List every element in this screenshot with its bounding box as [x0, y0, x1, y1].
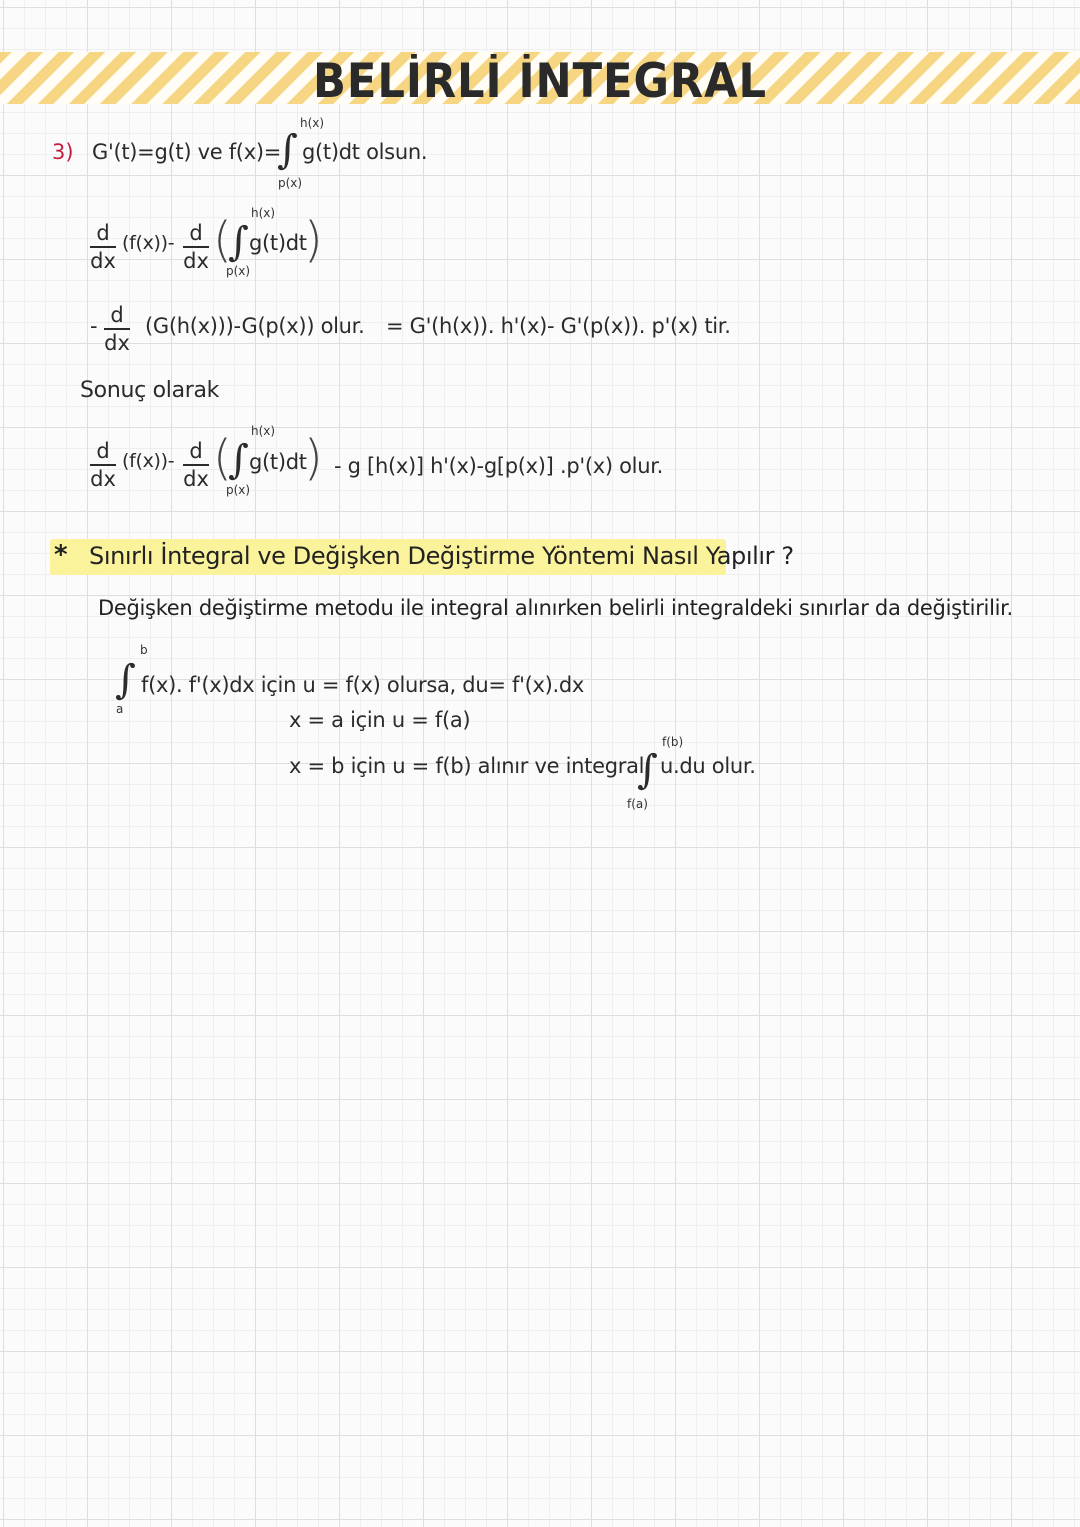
integral-sign-icon: ∫ [228, 219, 249, 265]
substitution-line-3: x = b için u = f(b) alınır ve integral [289, 754, 645, 778]
derivative-fraction [102, 304, 132, 354]
derivative-fraction [88, 440, 118, 490]
section-heading: Sınırlı İntegral ve Değişken Değiştirme Yöntemi Nasıl Yapılır ? [89, 542, 794, 570]
fraction-denominator: dx [90, 248, 116, 273]
fraction-denominator: dx [183, 248, 209, 273]
step3-result: - g [h(x)] h'(x)-g[p(x)] .p'(x) olur. [334, 454, 663, 478]
integral-lower-limit: p(x) [278, 176, 303, 190]
fraction-numerator: d [110, 303, 124, 327]
integral-upper-limit: h(x) [251, 424, 276, 438]
step2-expression: (G(h(x)))-G(p(x)) olur. [145, 314, 365, 338]
fraction-numerator: d [96, 221, 110, 245]
integral-upper-limit: b [140, 643, 148, 657]
fraction-numerator: d [96, 439, 110, 463]
left-paren: ( [213, 212, 232, 268]
substitution-line-1: f(x). f'(x)dx için u = f(x) olursa, du= f'(x).dx [141, 673, 585, 697]
problem-statement-start: G'(t)=g(t) ve f(x)= [92, 140, 282, 164]
derivative-fraction [88, 222, 118, 272]
left-paren: ( [213, 430, 232, 486]
fraction-denominator: dx [90, 466, 116, 491]
integral-lower-limit: a [116, 702, 124, 716]
conclusion-label: Sonuç olarak [80, 378, 220, 403]
fraction-numerator: d [189, 439, 203, 463]
step3-integrand: g(t)dt [249, 450, 307, 474]
step3-function: (f(x))- [122, 450, 175, 472]
integral-sign-icon: ∫ [228, 437, 249, 483]
problem-statement-end: g(t)dt olsun. [302, 140, 428, 164]
step1-integrand: g(t)dt [249, 231, 307, 255]
step2-result: = G'(h(x)). h'(x)- G'(p(x)). p'(x) tir. [386, 314, 731, 338]
right-paren: ) [304, 212, 323, 268]
derivative-fraction [181, 222, 211, 272]
substitution-integrand: u.du olur. [660, 754, 756, 778]
integral-lower-limit: p(x) [226, 264, 251, 278]
integral-lower-limit: p(x) [226, 483, 251, 497]
derivative-fraction [181, 440, 211, 490]
integral-sign-icon: ∫ [277, 127, 298, 173]
fraction-numerator: d [189, 221, 203, 245]
fraction-denominator: dx [183, 466, 209, 491]
integral-upper-limit: h(x) [300, 116, 325, 130]
fraction-denominator: dx [104, 330, 130, 355]
problem-number: 3) [52, 140, 74, 164]
integral-sign-icon: ∫ [115, 657, 136, 703]
integral-upper-limit: h(x) [251, 206, 276, 220]
integral-lower-limit: f(a) [627, 797, 648, 811]
integral-sign-icon: ∫ [637, 747, 658, 793]
substitution-line-2: x = a için u = f(a) [289, 708, 471, 732]
step1-function: (f(x))- [122, 232, 175, 254]
page-title: BELİRLİ İNTEGRAL [313, 54, 767, 109]
asterisk-icon: * [54, 540, 68, 570]
right-paren: ) [304, 430, 323, 486]
integral-upper-limit: f(b) [662, 735, 684, 749]
minus-sign: - [90, 314, 98, 338]
description-text: Değişken değiştirme metodu ile integral alınırken belirli integraldeki sınırlar da değiştirilir. [98, 596, 1013, 620]
